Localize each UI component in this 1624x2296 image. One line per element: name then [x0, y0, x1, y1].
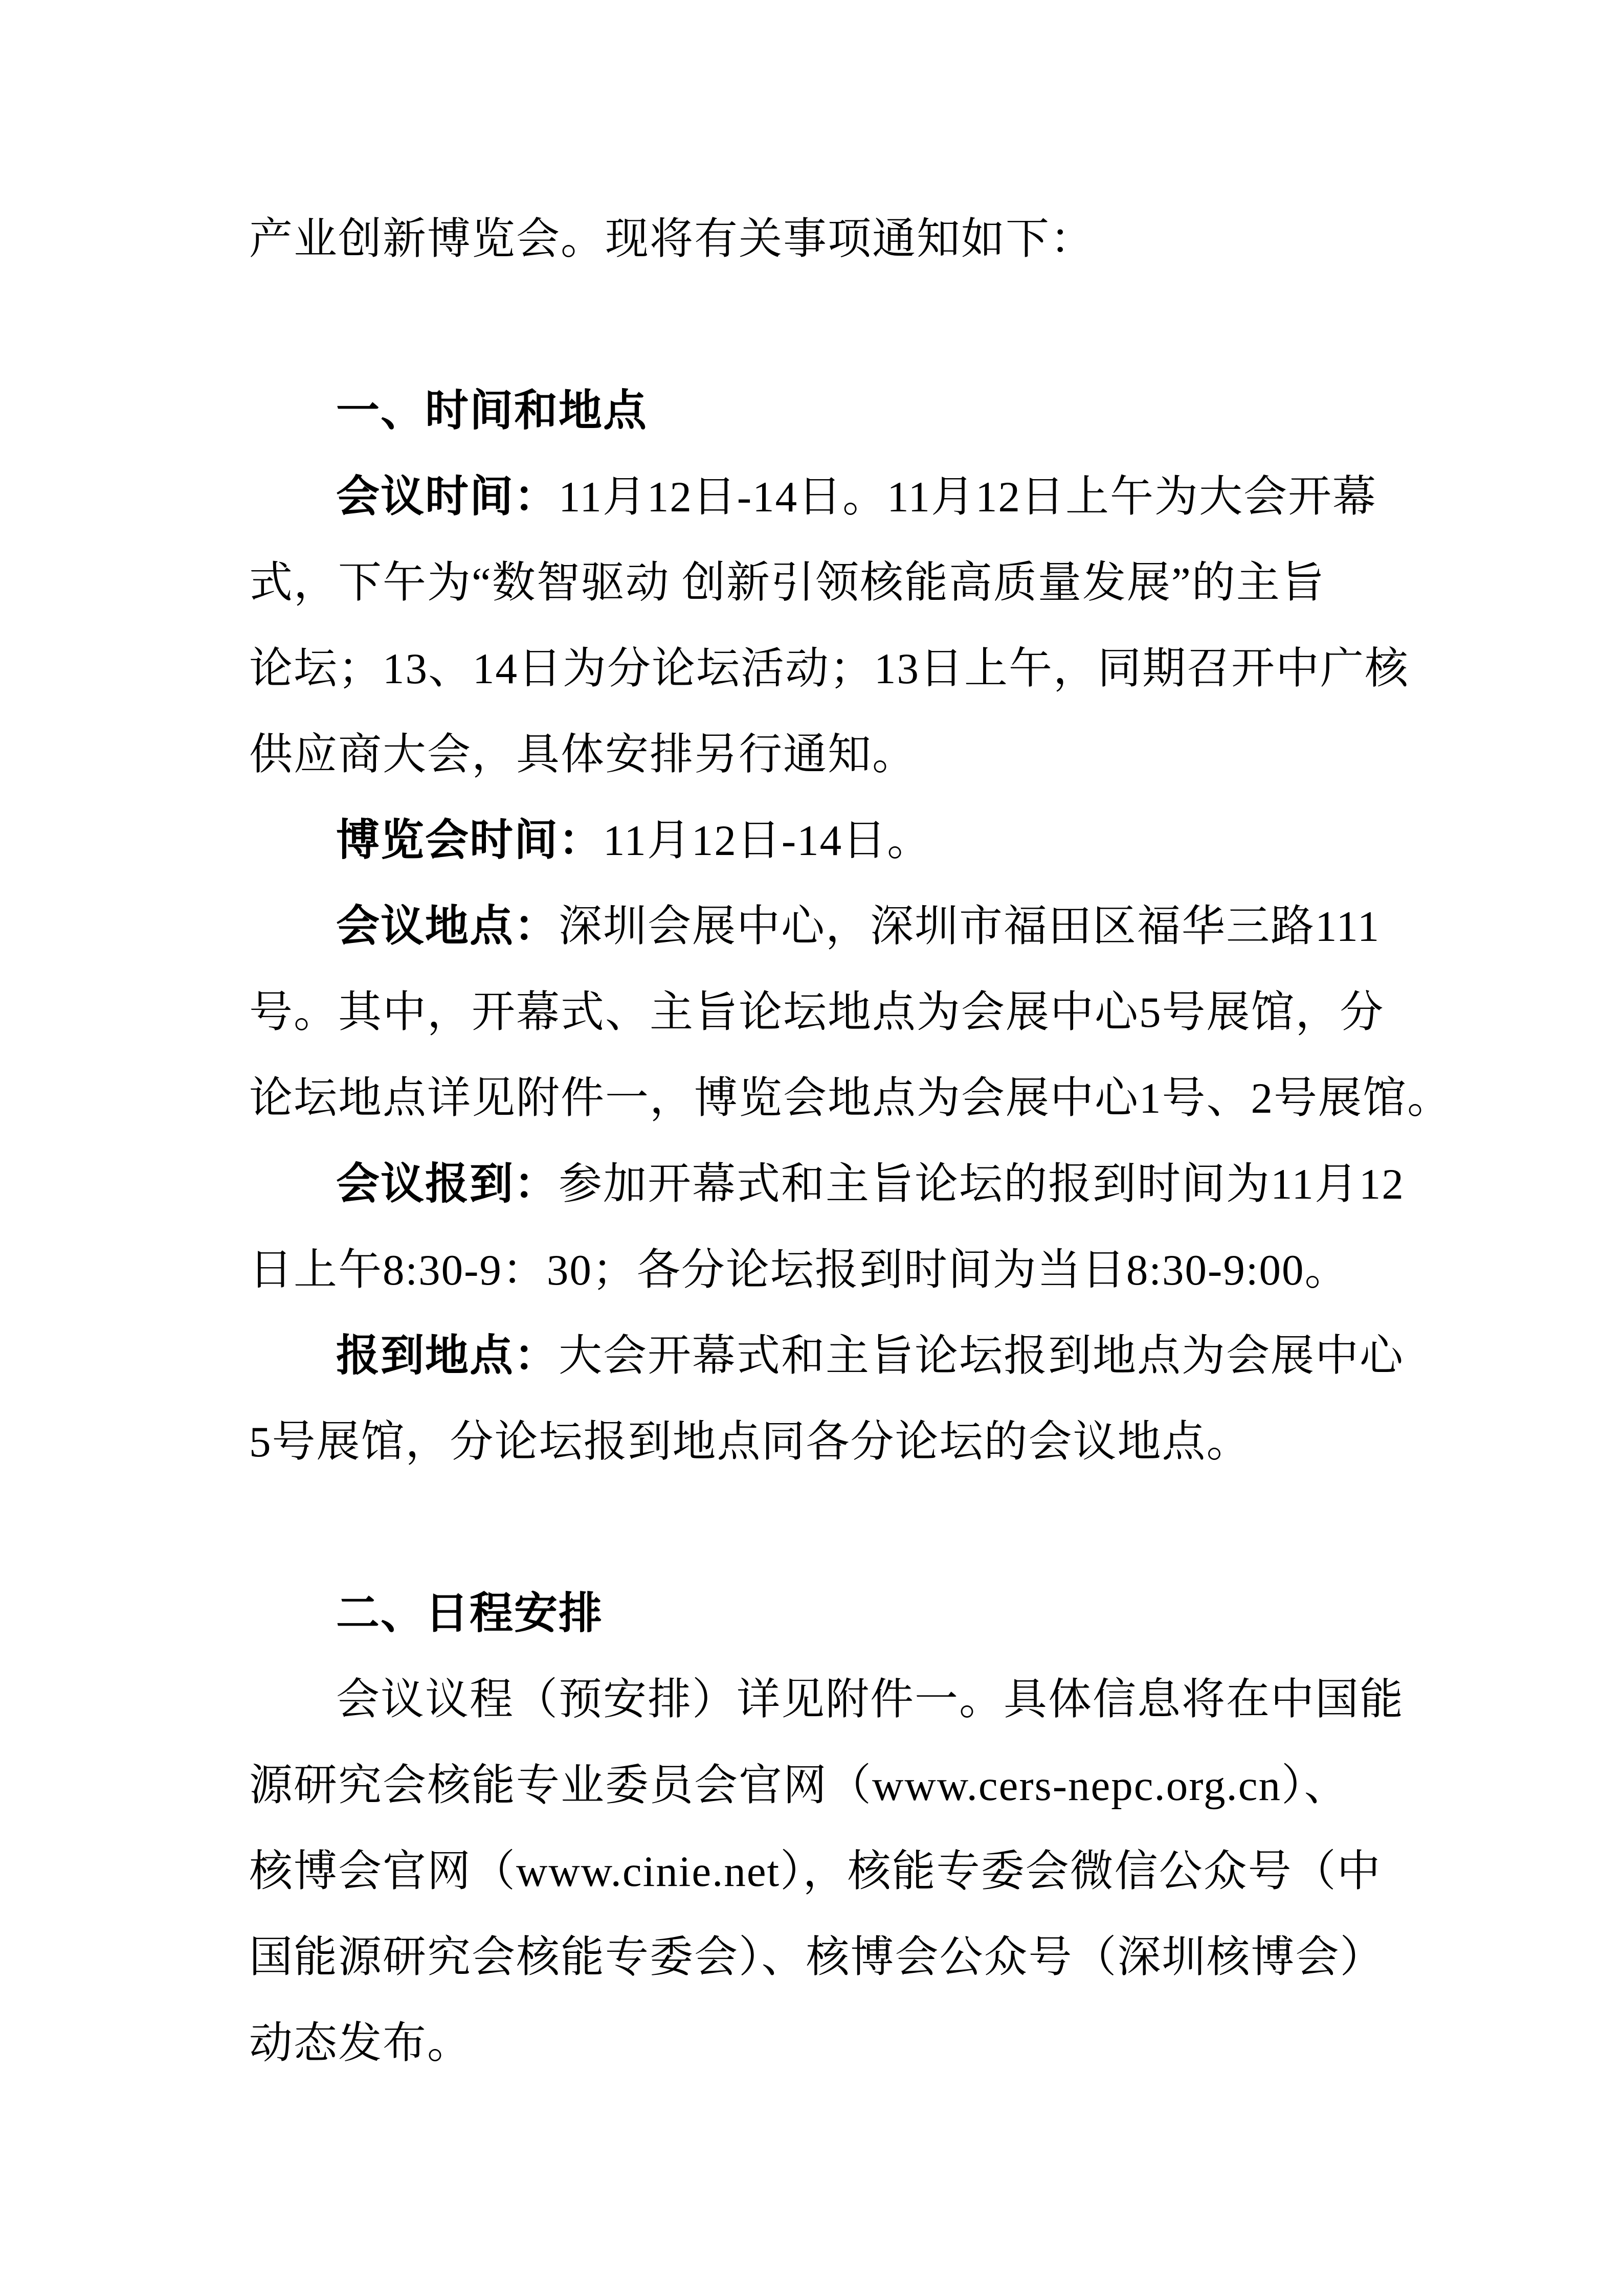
line-text: 式，下午为“数智驱动 创新引领核能高质量发展”的主旨	[249, 559, 1325, 607]
line-text: 源研究会核能专业委员会官网（www.cers-nepc.org.cn）、	[249, 1762, 1349, 1810]
line-text: 会议议程（预安排）详见附件一。具体信息将在中国能	[336, 1676, 1405, 1724]
body-line	[249, 884, 1386, 970]
body-line	[249, 540, 1386, 626]
line-text: 参加开幕式和主旨论坛的报到时间为11月12	[559, 1160, 1405, 1208]
line-text: 深圳会展中心，深圳市福田区福华三路111	[559, 903, 1381, 951]
line-text: 日上午8:30-9：30；各分论坛报到时间为当日8:30-9:00。	[249, 1246, 1349, 1294]
line-text: 论坛地点详见附件一，博览会地点为会展中心1号、2号展馆。	[249, 1074, 1452, 1122]
line-text: 论坛；13、14日为分论坛活动；13日上午，同期召开中广核	[249, 645, 1410, 693]
body-line	[249, 798, 1386, 884]
paragraph-lead: 会议报到：	[336, 1160, 559, 1208]
heading-text: 一、时间和地点	[336, 387, 648, 435]
body-line	[249, 712, 1386, 798]
body-line	[249, 196, 1386, 282]
paragraph-lead: 会议地点：	[336, 903, 559, 951]
blank-line	[249, 1485, 1386, 1571]
body-line	[249, 1055, 1452, 1141]
body-line	[249, 1829, 1386, 1915]
blank-line	[249, 282, 1386, 368]
line-text: 5号展馆，分论坛报到地点同各分论坛的会议地点。	[249, 1418, 1251, 1466]
line-text: 大会开幕式和主旨论坛报到地点为会展中心	[559, 1332, 1405, 1380]
body-line	[249, 1657, 1405, 1743]
line-text: 国能源研究会核能专委会）、核博会公众号（深圳核博会）	[249, 1933, 1385, 1982]
body-line	[249, 2000, 1386, 2086]
section-heading-2	[249, 1571, 1386, 1657]
line-text: 供应商大会，具体安排另行通知。	[249, 731, 917, 779]
body-line	[249, 1399, 1386, 1485]
line-text: 11月12日-14日。11月12日上午为大会开幕	[559, 473, 1377, 521]
line-text: 核博会官网（www.cinie.net），核能专委会微信公众号（中	[249, 1848, 1382, 1896]
line-text: 动态发布。	[249, 2019, 472, 2067]
line-text: 11月12日-14日。	[603, 817, 932, 865]
body-line	[249, 1141, 1405, 1227]
paragraph-lead: 会议时间：	[336, 473, 559, 521]
body-line	[249, 1915, 1386, 2000]
body-line	[249, 1227, 1386, 1313]
section-heading-1	[249, 368, 1386, 454]
body-line	[249, 1743, 1386, 1829]
heading-text: 二、日程安排	[336, 1590, 604, 1638]
paragraph-lead: 博览会时间：	[336, 817, 604, 865]
body-line	[249, 1313, 1405, 1399]
line-text: 号。其中，开幕式、主旨论坛地点为会展中心5号展馆，分	[249, 988, 1385, 1037]
body-line	[249, 970, 1386, 1055]
line-text: 产业创新博览会。现将有关事项通知如下：	[249, 215, 1095, 263]
body-line	[249, 454, 1386, 540]
paragraph-lead: 报到地点：	[336, 1332, 559, 1380]
body-line	[249, 626, 1410, 712]
